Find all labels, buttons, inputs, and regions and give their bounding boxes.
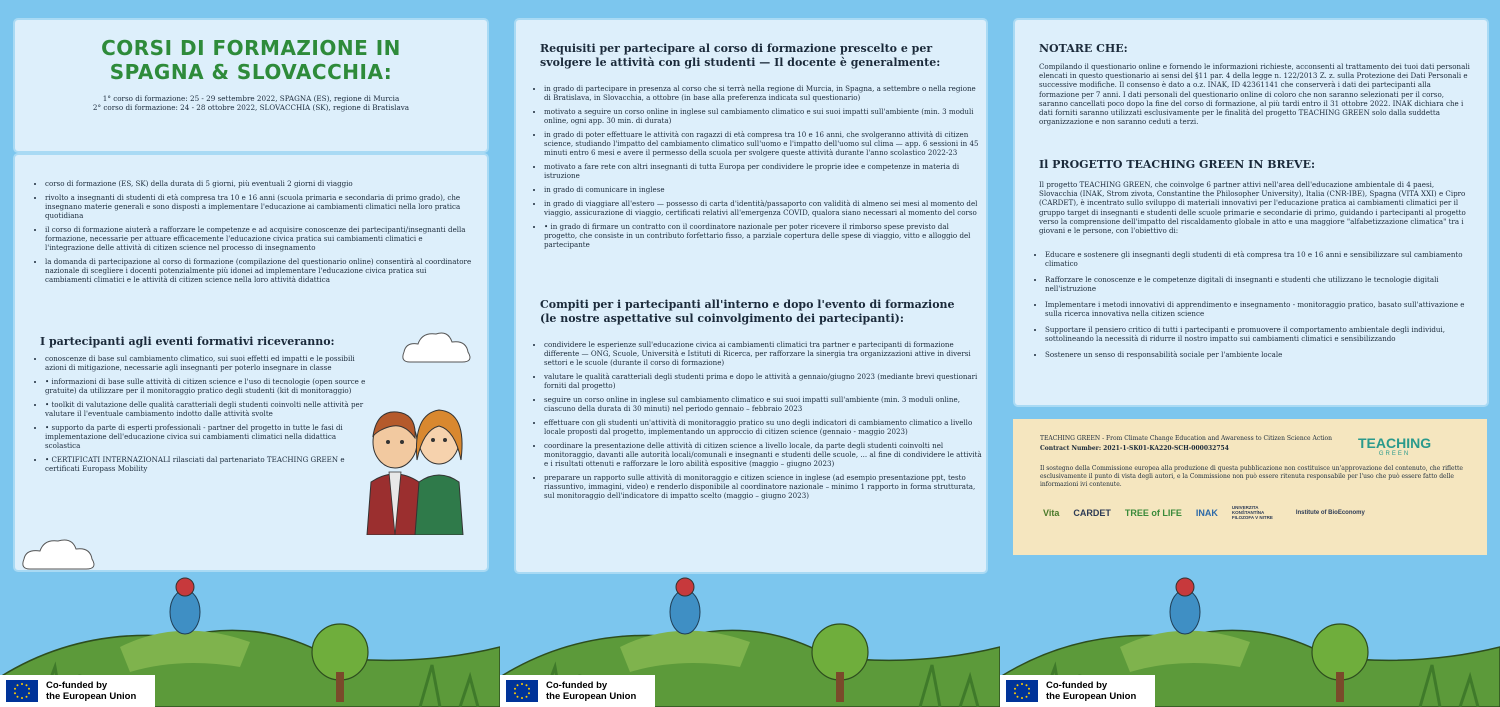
list-item: • coordinare la presentazione delle attività di citizen science a livello locale, da parte degli studenti coinvolti nel monitoraggio, davanti alle autorità locali/comunali e insegnanti e studenti delle scuole, ... al fine di condividere le attività e i risultati ottenuti e rafforzare le loro abilità espositive (maggio – giugno 2023) (544, 441, 984, 468)
sponsor-box (1013, 419, 1487, 555)
list-item: • Supportare il pensiero critico di tutti i partecipanti e promuovere il comportamento ambientale degli individui, sottolineando la necessità di ridurre il nostro impatto sui cambiamenti climatici e sensibilizzando (1045, 325, 1473, 343)
project-goals-list (1027, 250, 1473, 364)
list-item: • valutare le qualità caratteriali degli studenti prima e dopo le attività a gennaio/giugno 2023 (mediante brevi questionari forniti dal progetto) (544, 372, 984, 390)
list-item: • in grado di comunicare in inglese (544, 185, 984, 194)
partner-logo: Institute of BioEconomy (1295, 509, 1365, 516)
list-item: • seguire un corso online in inglese sul cambiamento climatico e sui suoi impatti sull'ambiente (min. 3 moduli online, ciascuno della durata di 30 minuti) nel periodo gennaio – febbraio 2023 (544, 395, 984, 413)
project-heading: Il PROGETTO TEACHING GREEN IN BREVE: (1039, 158, 1316, 171)
course-details-list (27, 179, 473, 289)
list-item: • • CERTIFICATI INTERNAZIONALI rilasciati dal partenariato TEACHING GREEN e certificati Europass Mobility (45, 455, 367, 473)
middle-panel (500, 0, 1000, 707)
list-item: • Rafforzare le conoscenze e le competenze digitali di insegnanti e studenti che utilizzano le tecnologie digitali nell'istruzione (1045, 275, 1473, 293)
sponsor-project-line: TEACHING GREEN - From Climate Change Education and Awareness to Citizen Science Action (1040, 435, 1332, 442)
partner-logo: Vita (1043, 507, 1060, 518)
requirements-box (516, 20, 986, 572)
notice-heading: NOTARE CHE: (1039, 42, 1128, 55)
list-item: • preparare un rapporto sulle attività di monitoraggio e citizen science in inglese (ad esempio presentazione ppt, testo riassuntivo, immagini, video) e renderlo disponibile al coordinatore nazionale – minimo 1 rapporto in forma strutturata, sul monitoraggio dell'indicatore di impatto scelto (maggio – giugno 2023) (544, 473, 984, 500)
list-item: • Implementare i metodi innovativi di apprendimento e insegnamento - monitoraggio pratico, basato sull'attivazione e sulla ricerca innovativa nella citizen science (1045, 300, 1473, 318)
list-item: • conoscenze di base sul cambiamento climatico, sui suoi effetti ed impatti e le possibili azioni di mitigazione, necessarie agli insegnanti per poterlo insegnare in classe (45, 354, 367, 372)
sponsor-disclaimer: Il sostegno della Commissione europea alla produzione di questa pubblicazione non costituisce un'approvazione del contenuto, che riflette esclusivamente il punto di vista degli autori, e la Commissione non può essere ritenuta responsabile per l'uso che può essere fatto delle informazioni ivi contenute. (1040, 465, 1463, 488)
eu-flag-icon (6, 680, 38, 702)
course-2-info: 2° corso di formazione: 24 - 28 ottobre 2022, SLOVACCHIA (SK), regione di Bratislava (92, 103, 410, 112)
list-item: • in grado di poter effettuare le attività con ragazzi di età compresa tra 10 e 16 anni, che svolgeranno attività di citizen science, studiando l'impatto del cambiamento climatico sull'uomo e l'impatto dell'uomo sul clima — app. 6 sessioni in 45 minuti entro 6 mesi e avere il permesso della scuola per svolgere queste attività durante l'anno scolastico 2022-23 (544, 130, 984, 157)
course-1-info: 1° corso di formazione: 25 - 29 settembre 2022, SPAGNA (ES), regione di Murcia (102, 94, 400, 103)
partner-logo: TREE of LIFE (1124, 507, 1182, 518)
privacy-notice: Compilando il questionario online e fornendo le informazioni richieste, acconsenti al trattamento dei tuoi dati personali elencati in questo questionario ai sensi del §11 par. 4 della legge n. 122/2013 Z. z. sulla Protezione dei Dati Personali e successive modifiche. Il consenso è dato a o.z. INAK, ID 42361141 che conserverà i dati dei partecipanti alla formazione per 7 anni. I dati personali del questionario online di coloro che non saranno selezionati per il corso, saranno cancellati poco dopo la fine del corso di formazione, al più tardi entro il 31 ottobre 2022. INAK dichiara che i dati forniti saranno utilizzati esclusivamente per le finalità del progetto TEACHING GREEN solo dalla suddetta organizzazione e non saranno ceduti a terzi. (1039, 62, 1470, 127)
participants-heading: I partecipanti agli eventi formativi riceveranno: (40, 335, 335, 348)
list-item: • motivato a seguire un corso online in inglese sul cambiamento climatico e sui suoi impatti sull'ambiente (min. 3 moduli online, ogni app. 30 min. di durata) (544, 107, 984, 125)
project-description: Il progetto TEACHING GREEN, che coinvolge 6 partner attivi nell'area dell'educazione ambientale di 4 paesi, Slovacchia (INAK, Strom zivota, Constantine the Philosopher University), Italia (CNR-IBE), Spagna (VITA XXI) e Cipro (CARDET), è incentrato sullo sviluppo di materiali innovativi per l'educazione pratica ai cambiamenti climatici per il gruppo target di insegnanti e studenti delle scuole primarie e secondarie di primo, guidando i partecipanti al progetto verso la comprensione dell'impatto del riscaldamento globale in atto e una maggiore "alfabetizzazione climatica" tra i giovani e le persone, con l'obiettivo di: (1039, 180, 1466, 236)
list-item: • • informazioni di base sulle attività di citizen science e l'uso di tecnologie (open source e gratuite) da utilizzare per il monitoraggio pratico degli studenti (kit di monitoraggio) (45, 377, 367, 395)
list-item: • corso di formazione (ES, SK) della durata di 5 giorni, più eventuali 2 giorni di viaggio (45, 179, 473, 188)
list-item: • Educare e sostenere gli insegnanti degli studenti di età compresa tra 10 e 16 anni e sensibilizzare sul cambiamento climatico (1045, 250, 1473, 268)
eu-badge-text: Co-funded by the European Union (46, 680, 137, 702)
right-panel (1000, 0, 1500, 707)
partner-logo: CARDET (1073, 507, 1111, 518)
eu-cofunded-badge (0, 675, 155, 707)
partner-logo: INAK (1195, 507, 1218, 518)
partner-logo: UNIVERZITA KONŠTANTÍNA FILOZOFA V NITRE (1231, 505, 1273, 520)
eu-cofunded-badge (1000, 675, 1155, 707)
list-item: • • toolkit di valutazione delle qualità caratteriali degli studenti coinvolti nelle attività per valutare il l'eventuale cambiamento indotto dalle attività svolte (45, 400, 367, 418)
sponsor-contract-line: Contract Number: 2021-1-SK01-KA220-SCH-000032754 (1040, 445, 1229, 452)
requirements-heading: Requisiti per partecipare al corso di formazione prescelto e per svolgere le attività con gli studenti — Il docente è generalmente: (540, 42, 941, 69)
eu-flag-icon (506, 680, 538, 702)
title-box (15, 20, 487, 151)
cloud-decoration (400, 328, 475, 368)
eu-badge-text: Co-funded by the European Union (546, 680, 637, 702)
list-item: • in grado di viaggiare all'estero — possesso di carta d'identità/passaporto con validità di almeno sei mesi al momento del viaggio, assicurazione di viaggio, certificati relativi all'emergenza COVID, qualora siano necessari al momento del corso (544, 199, 984, 217)
list-item: • motivato a fare rete con altri insegnanti di tutta Europa per condividere le proprie idee e competenze in materia di istruzione (544, 162, 984, 180)
list-item: • Sostenere un senso di responsabilità sociale per l'ambiente locale (1045, 350, 1473, 359)
partner-logos (1043, 505, 1366, 520)
eu-badge-text: Co-funded by the European Union (1046, 680, 1137, 702)
list-item: • • in grado di firmare un contratto con il coordinatore nazionale per poter ricevere il rimborso spese previsto dal progetto, che consiste in un contributo forfettario fisso, a parziale copertura delle spese di viaggio, vitto e alloggio del partecipante (544, 222, 984, 249)
list-item: • in grado di partecipare in presenza al corso che si terrà nella regione di Murcia, in Spagna, a settembre o nella regione di Bratislava, in Slovacchia, a ottobre (in base alla preferenza indicata sul questionario) (544, 84, 984, 102)
list-item: • effettuare con gli studenti un'attività di monitoraggio pratico su uno degli indicatori di cambiamento climatico a livello locale proposti dal progetto, implementando un approccio di citizen science (gennaio - maggio 2023) (544, 418, 984, 436)
eu-cofunded-badge (500, 675, 655, 707)
list-item: • il corso di formazione aiuterà a rafforzare le competenze e ad acquisire conoscenze dei partecipanti/insegnanti della formazione, necessarie per attuare efficacemente l'educazione civica pratica sui cambiamenti climatici e l'integrazione delle attività di citizen science nel processo di insegnamento (45, 225, 473, 252)
tasks-list (526, 340, 984, 505)
page-title-line1: CORSI DI FORMAZIONE IN (101, 36, 401, 60)
page-title-line2: SPAGNA & SLOVACCHIA: (109, 60, 393, 84)
teaching-green-logo: TEACHING GREEN (1358, 435, 1432, 457)
list-item: • condividere le esperienze sull'educazione civica ai cambiamenti climatici tra partner e partecipanti di formazione differente — ONG, Scuole, Università e Istituti di Ricerca, per rafforzare la sinergia tra organizzazioni attive in diversi settori e le scuole (durante il corso di formazione) (544, 340, 984, 367)
eu-flag-icon (1006, 680, 1038, 702)
list-item: • la domanda di partecipazione al corso di formazione (compilazione del questionario online) consentirà al coordinatore nazionale di scegliere i docenti potenzialmente più idonei ad implementare l'educazione civica pratica sui cambiamenti climatici e le attività di citizen science nella loro attività didattica (45, 257, 473, 284)
list-item: • rivolto a insegnanti di studenti di età compresa tra 10 e 16 anni (scuola primaria e secondaria di primo grado), che insegnano materie generali e sono disposti a implementare l'educazione ai cambiamenti climatici nella loro pratica quotidiana (45, 193, 473, 220)
requirements-list (526, 84, 984, 254)
teachers-illustration (355, 400, 475, 535)
participants-benefits-list (27, 354, 367, 478)
notice-box (1015, 20, 1487, 405)
list-item: • • supporto da parte di esperti professionali - partner del progetto in tutte le fasi di implementazione dell'educazione civica sui cambiamenti climatici nella didattica scolastica (45, 423, 367, 450)
tasks-heading: Compiti per i partecipanti all'interno e dopo l'evento di formazione (le nostre aspettative sul coinvolgimento dei partecipanti): (540, 298, 955, 325)
left-panel (0, 0, 500, 707)
